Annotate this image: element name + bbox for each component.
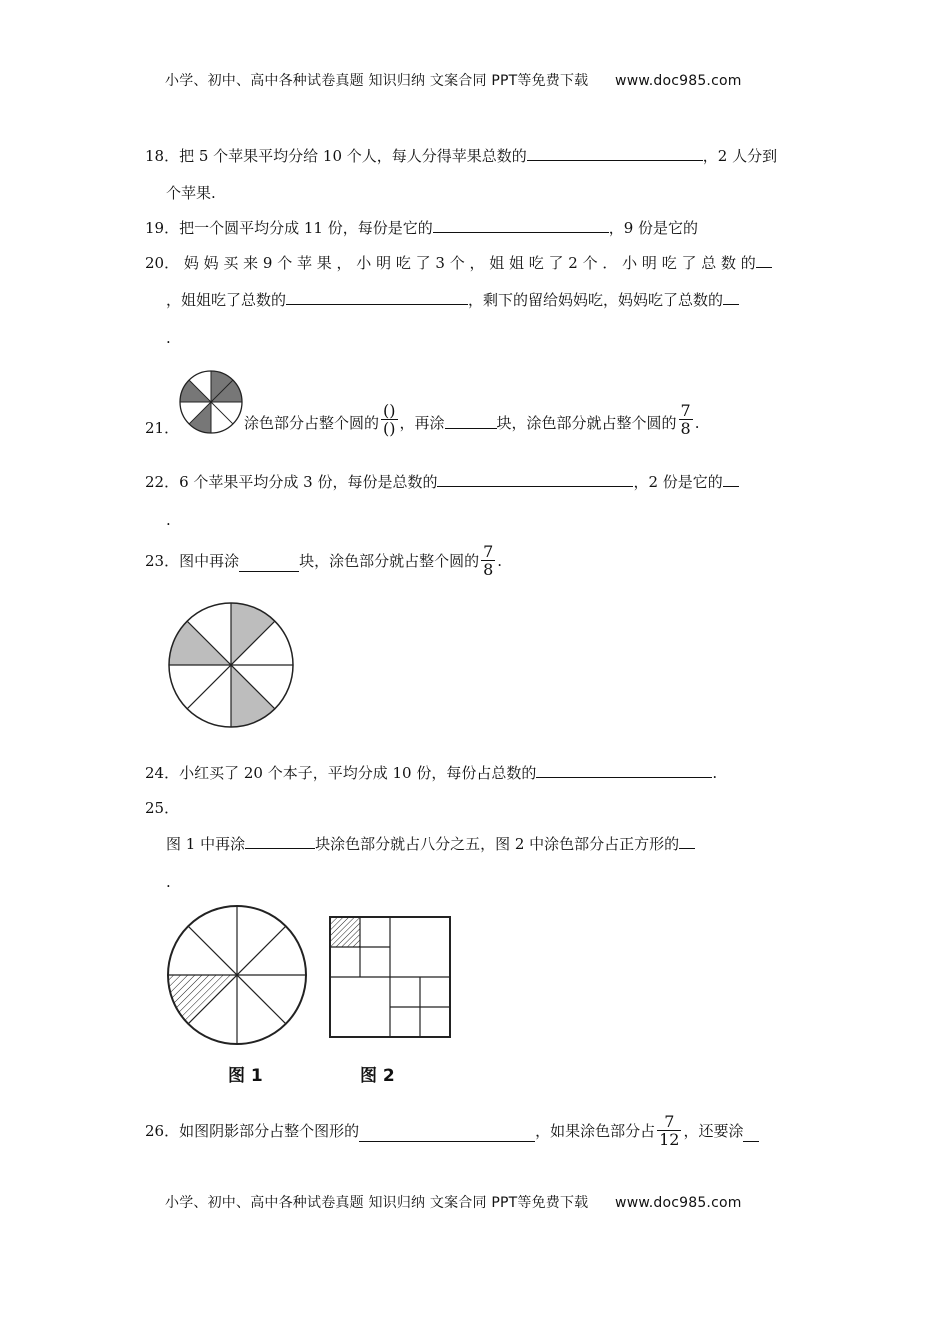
q21-text: 涂色部分占整个圆的 [244,414,380,432]
q20-text: 20． 妈 妈 买 来 9 个 苹 果 ， 小 明 吃 了 3 个 ， 姐 姐 吃 了 2 个 ． 小 明 吃 了 总 数 的 [145,254,756,272]
answer-blank[interactable] [723,290,739,305]
question-21 [244,385,700,438]
q21-circle-figure [178,369,244,435]
answer-blank[interactable] [527,146,703,161]
q21-text-3: 块，涂色部分就占整个圆的 [496,414,677,432]
fraction-numerator: () [383,401,396,420]
q23-fraction [481,543,495,578]
answer-blank[interactable] [679,834,695,849]
question-25-number: 25． [145,799,180,817]
q25-text-2: 块涂色部分就占八分之五，图 2 中涂色部分占正方形的 [315,835,680,853]
question-20 [145,253,772,273]
sector-shaded [231,603,275,665]
q21-fraction-blank[interactable] [381,402,397,437]
q18-continuation: 个苹果. [166,184,216,202]
question-23 [145,543,502,578]
q21-period: . [694,414,700,432]
answer-blank[interactable] [743,1127,759,1142]
question-22 [145,472,739,492]
q26-fraction [657,1113,681,1148]
fraction-numerator: 7 [483,542,494,561]
sector-shaded [231,665,275,727]
q25-line-2: . [166,873,171,891]
q23-circle-figure [166,600,296,730]
q24-text: 24．小红买了 20 个本子，平均分成 10 份，每份占总数的 [145,764,537,782]
q22-text: 22．6 个苹果平均分成 3 份，每份是总数的 [145,473,438,491]
question-26 [145,1113,759,1148]
question-24 [145,763,717,783]
q25-text: 图 1 中再涂 [166,835,246,853]
q23-text: 23．图中再涂 [145,552,240,570]
fraction-denominator: 8 [483,560,494,579]
page-header [165,70,742,90]
footer-text: 小学、初中、高中各种试卷真题 知识归纳 文案合同 PPT等免费下载 [165,1195,589,1211]
answer-blank[interactable] [359,1127,535,1142]
square-hatched [330,917,360,947]
question-19 [145,218,698,238]
q19-text-2: ，9 份是它的 [608,219,699,237]
answer-blank[interactable] [239,557,299,572]
q22-line-2: . [166,511,171,529]
figure-2-caption: 图 2 [360,1066,395,1086]
q26-text-3: ，还要涂 [683,1122,744,1140]
question-18 [145,146,777,166]
q22-text-2: ，2 份是它的 [633,473,723,491]
fraction-denominator: () [383,419,396,438]
q20-text-2: ，姐姐吃了总数的 [166,291,287,309]
q24-period: . [712,764,718,782]
answer-blank[interactable] [756,253,772,268]
q23-period: . [497,551,503,570]
answer-blank[interactable] [445,414,497,429]
q18-text-2: ，2 人分到 [702,147,778,165]
answer-blank[interactable] [433,218,609,233]
q21-text-2: ，再涂 [399,414,445,432]
fraction-denominator: 8 [680,419,691,438]
figure-1-caption: 图 1 [228,1066,263,1086]
answer-blank[interactable] [437,472,633,487]
q19-text: 19．把一个圆平均分成 11 份，每份是它的 [145,219,433,237]
q26-text-2: ，如果涂色部分占 [535,1122,656,1140]
sector-shaded [169,621,231,665]
answer-blank[interactable] [245,834,315,849]
q23-text-2: 块，涂色部分就占整个圆的 [299,552,480,570]
q20-line-3: . [166,329,171,347]
answer-blank[interactable] [723,472,739,487]
header-url: www.doc985.com [615,73,742,89]
page-footer [165,1192,742,1212]
answer-blank[interactable] [286,290,468,305]
sector-hatched [168,975,237,1024]
fraction-denominator: 12 [659,1130,680,1149]
footer-url: www.doc985.com [615,1195,742,1211]
answer-blank[interactable] [536,763,712,778]
q20-text-3: ，剩下的留给妈妈吃，妈妈吃了总数的 [468,291,724,309]
sector-shaded [189,402,211,433]
sector-shaded [180,380,211,402]
q26-text: 26．如图阴影部分占整个图形的 [145,1122,360,1140]
q21-fraction [679,402,693,437]
q18-text: 18．把 5 个苹果平均分给 10 个人，每人分得苹果总数的 [145,147,527,165]
question-25 [166,834,695,854]
header-text: 小学、初中、高中各种试卷真题 知识归纳 文案合同 PPT等免费下载 [165,73,589,89]
q25-figure-1-circle [164,902,310,1048]
q20-line-2 [166,290,739,310]
q25-figure-2-square [328,915,452,1039]
fraction-numerator: 7 [680,401,691,420]
q21-number: 21． [145,419,180,437]
fraction-numerator: 7 [657,1113,681,1131]
